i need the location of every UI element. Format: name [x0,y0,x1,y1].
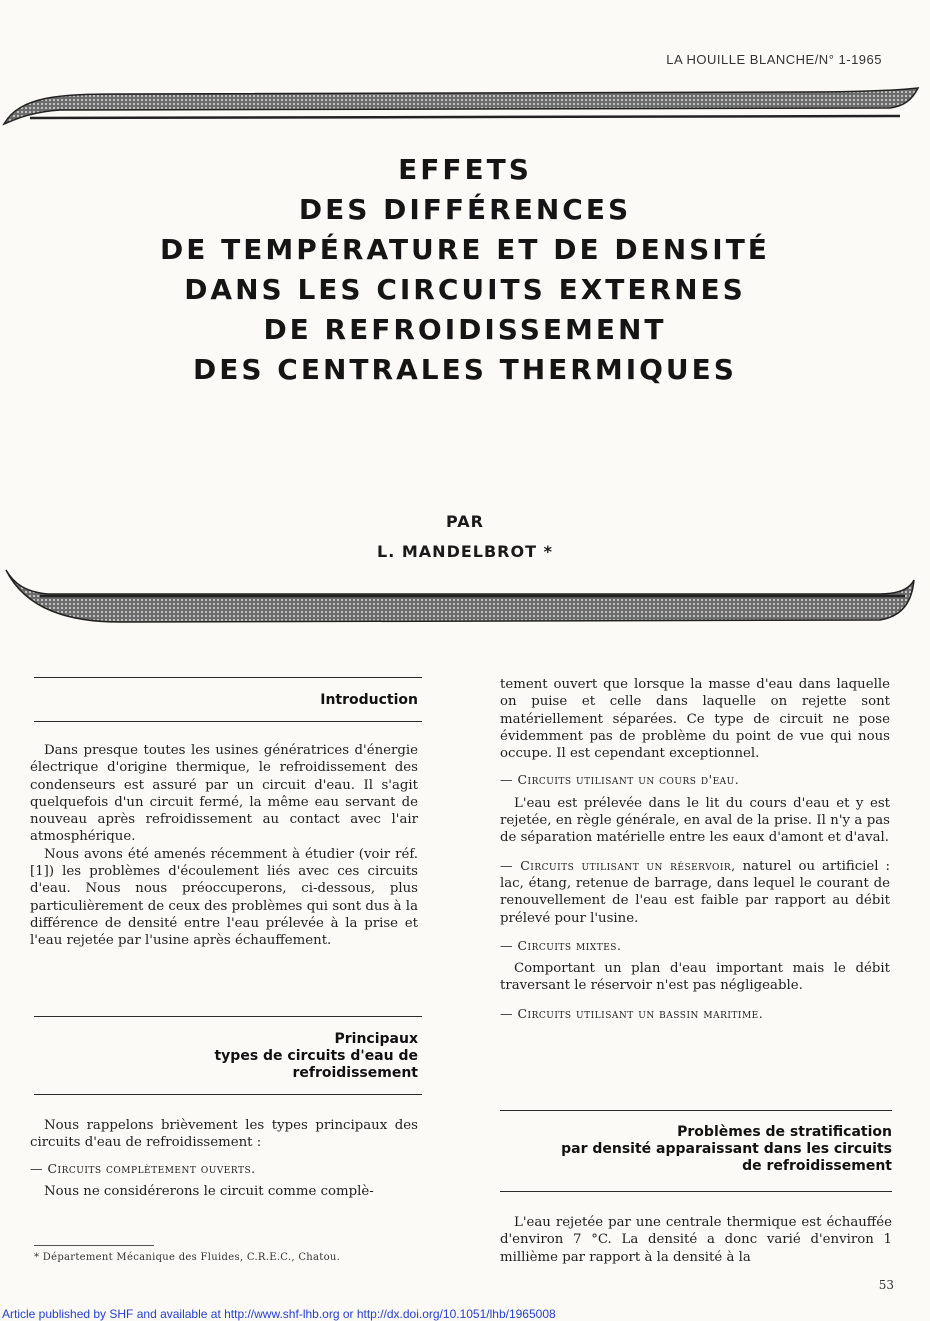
article-title [0,150,930,390]
right-column-text [500,676,890,1022]
title-line: DES CENTRALES THERMIQUES [193,353,737,386]
heading-line: par densité apparaissant dans les circuits [561,1141,892,1157]
section2-text [30,1117,418,1200]
paragraph: Comportant un plan d'eau important mais le débit traversant le réservoir n'est pas négligeable. [500,961,890,994]
list-item: — Circuits complètement ouverts. [30,1160,256,1176]
section-heading-principaux [34,1031,418,1082]
journal-header: LA HOUILLE BLANCHE/N° 1-1965 [666,52,882,67]
paragraph: L'eau est prélevée dans le lit du cours d'eau et y est rejetée, en règle générale, en aval de la prise. Il n'y a pas de séparation matérielle entre les eaux d'amont et d'aval. [500,795,890,846]
footnote-rule [34,1245,154,1246]
list-item: — Circuits mixtes. [500,937,622,953]
section3-text [500,1214,892,1266]
byline-author: L. MANDELBROT * [377,542,553,561]
section-heading-problemes [500,1124,892,1175]
intro-text [30,742,418,950]
divider [34,1016,422,1017]
paragraph: Nous rappelons brièvement les types principaux des circuits d'eau de refroidissement : [30,1118,418,1151]
divider [500,1110,892,1111]
bottom-banner-graphic [0,566,930,628]
heading-line: de refroidissement [742,1158,892,1174]
list-item: — Circuits utilisant un bassin maritime. [500,1005,764,1021]
list-item-text: naturel ou artificiel : lac, étang, retenue de barrage, dans lequel le courant de renouvellement de l'eau est faible par rapport au débit prélevé pour l'usine. [500,858,890,926]
byline-par: PAR [446,512,484,531]
paragraph: Nous ne considérerons le circuit comme complè- [44,1183,374,1199]
title-line: DANS LES CIRCUITS EXTERNES [184,273,746,306]
section-heading-introduction: Introduction [320,692,418,708]
title-line: DE REFROIDISSEMENT [263,313,667,346]
list-item-label: — Circuits utilisant un réservoir, [500,857,736,873]
title-line: DE TEMPÉRATURE ET DE DENSITÉ [160,233,770,266]
page-number: 53 [878,1278,894,1292]
title-line: DES DIFFÉRENCES [298,193,632,226]
paragraph: Dans presque toutes les usines génératrices d'énergie électrique d'origine thermique, le refroidissement des condenseurs est assuré par un circuit d'eau. Il s'agit quelquefois d'un circuit fermé, la même eau servant de nouveau après refroidissement au contact avec l'air atmosphérique. [30,743,418,845]
footnote: * Département Mécanique des Fluides, C.R.E.C., Chatou. [34,1252,341,1263]
heading-line: types de circuits d'eau de [214,1048,418,1064]
list-item: — Circuits utilisant un cours d'eau. [500,772,740,788]
paragraph: Nous avons été amenés récemment à étudier (voir réf. [1]) les problèmes d'écoulement liés avec ces circuits d'eau. Nous nous préoccuperons, ci-dessous, plus particulièrement de ceux des problèmes qui sont dus à la différence de densité entre l'eau prélevée à la prise et l'eau rejetée par l'usine après échauffement. [30,846,418,949]
heading-line: Principaux [334,1031,418,1047]
article-source-link[interactable]: Article published by SHF and available at http://www.shf-lhb.org or http://dx.doi.org/10.1051/lhb/1965008 [2,1307,556,1321]
top-banner-graphic [0,86,930,136]
divider [500,1191,892,1192]
paragraph [500,857,890,927]
heading-line: Problèmes de stratification [677,1124,892,1140]
title-line: EFFETS [398,153,532,186]
paragraph: L'eau rejetée par une centrale thermique est échauffée d'environ 7 °C. La densité a donc varié d'environ 1 millième par rapport à la densité à la [500,1215,892,1265]
paragraph: tement ouvert que lorsque la masse d'eau dans laquelle on puise et celle dans laquelle on rejette sont matériellement séparées. Ce type de circuit ne pose évidemment pas de problème du point de vue qui nous occupe. Il est cependant exceptionnel. [500,677,890,762]
divider [34,1094,422,1095]
divider [34,677,422,678]
divider [34,721,422,722]
heading-line: refroidissement [292,1065,418,1081]
